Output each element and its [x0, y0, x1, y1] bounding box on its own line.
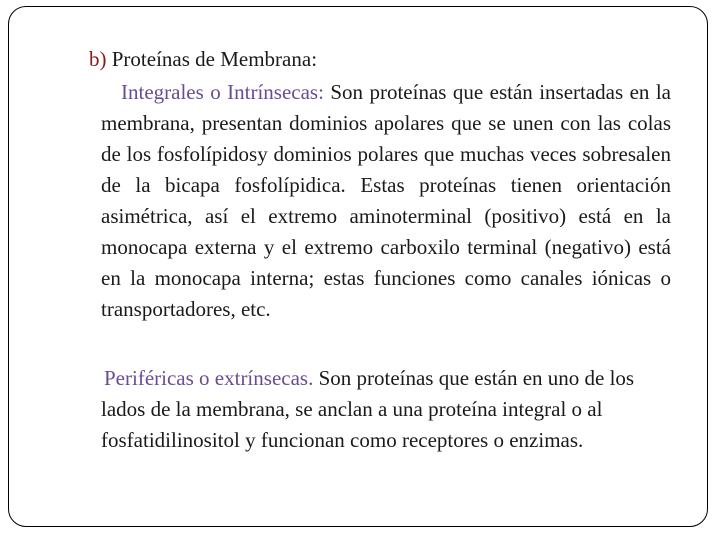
paragraph-perifericas [101, 363, 671, 456]
text-perifericas: Son proteínas que están en uno de los lados de la membrana, se anclan a una proteína integral o al fosfatidilinositol y funcionan como receptores o enzimas. [101, 366, 635, 452]
term-integrales: Integrales o Intrínsecas: [121, 80, 324, 104]
section-letter: b) [89, 47, 107, 71]
section-title: Proteínas de Membrana: [106, 47, 318, 71]
paragraph-integrales [101, 77, 671, 325]
term-perifericas: Periféricas o extrínsecas. [104, 366, 314, 390]
text-integrales: Son proteínas que están insertadas en la membrana, presentan dominios apolares que se unen con las colas de los fosfolípidosy dominios polares que muchas veces sobresalen de la bicapa fosfolípidica. Estas proteínas tienen orientación asimétrica, así el extremo aminoterminal (positivo) está en la monocapa externa y el extremo carboxilo terminal (negativo) está en la monocapa interna; estas funciones como canales iónicas o transportadores, etc. [101, 80, 672, 321]
section-heading [89, 45, 317, 73]
